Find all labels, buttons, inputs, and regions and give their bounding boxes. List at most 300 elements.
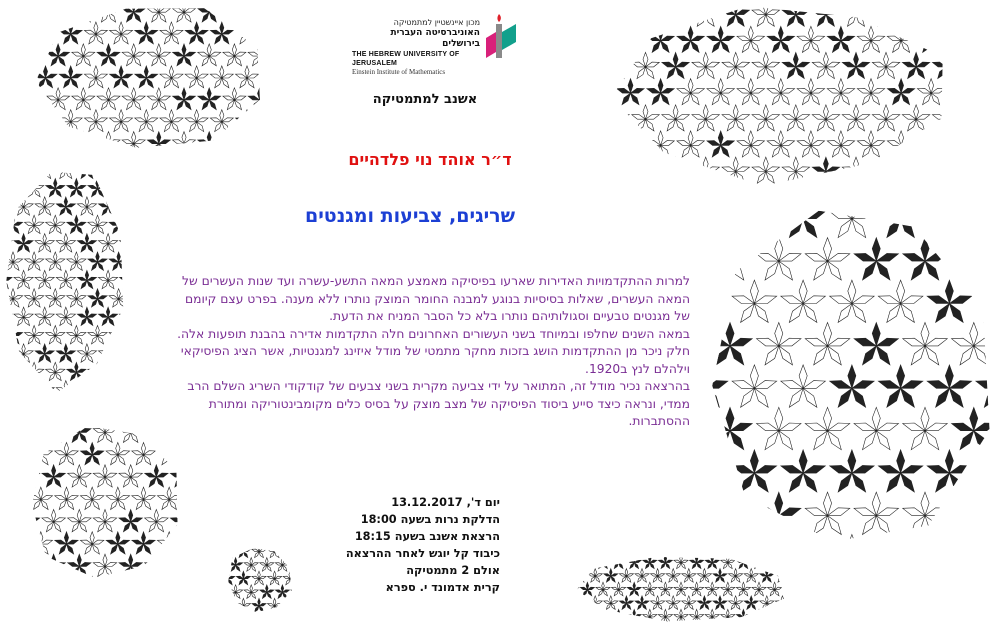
- tiling-rosette: [713, 596, 727, 610]
- tiling-rosette: [752, 609, 766, 622]
- tiling-rosette: [782, 52, 810, 78]
- tiling-rosette: [77, 307, 96, 325]
- tiling-rosette: [707, 131, 735, 157]
- tiling-rosette: [223, 132, 246, 154]
- tiling-rosette: [857, 79, 884, 105]
- tiling-rosette: [878, 365, 923, 407]
- tiling-rosette: [570, 555, 579, 569]
- tiling-rosette: [651, 596, 665, 610]
- tiling-rosette: [88, 179, 107, 197]
- tiling-rosette: [147, 132, 170, 154]
- tiling-rosette: [55, 443, 78, 465]
- tiling-rosette: [752, 0, 780, 26]
- tiling-rosette: [692, 0, 720, 26]
- tiling-rosette: [46, 326, 65, 344]
- tiling-rosette: [830, 280, 875, 322]
- tiling-rosette: [744, 569, 758, 583]
- tiling-rosette: [729, 596, 743, 610]
- tiling-rosette: [106, 487, 130, 509]
- tiling-rosette: [767, 79, 795, 105]
- tiling-rosette: [842, 0, 870, 26]
- tiling-rosette: [612, 582, 626, 596]
- tiling-rosette: [570, 569, 571, 583]
- tiling-rosette: [3, 215, 22, 233]
- tiling-rosette: [647, 131, 675, 157]
- tiling-rosette: [291, 585, 294, 599]
- tiling-rosette: [700, 238, 704, 280]
- tiling-rosette: [700, 492, 704, 534]
- tiling-rosette: [25, 289, 44, 307]
- tiling-rosette: [722, 105, 750, 131]
- tiling-rosette: [677, 26, 705, 52]
- tiling-rosette: [135, 110, 158, 132]
- tiling-rosette: [767, 131, 795, 157]
- tiling-rosette: [119, 420, 142, 442]
- tiling-rosette: [236, 22, 259, 44]
- tiling-rosette: [878, 450, 923, 492]
- tiling-rosette: [29, 532, 52, 554]
- tiling-rosette: [229, 585, 243, 599]
- tiling-rosette: [757, 323, 802, 365]
- tiling-rosette: [976, 450, 1000, 492]
- tiling-rosette: [260, 558, 274, 572]
- tiling-rosette: [72, 132, 95, 154]
- tiling-rosette: [0, 179, 2, 197]
- event-details: [330, 494, 500, 596]
- tiling-rosette: [147, 44, 170, 66]
- tiling-rosette: [244, 585, 258, 599]
- tiling-rosette: [976, 535, 1000, 561]
- tiling-rosette: [690, 555, 704, 569]
- tiling-rosette: [736, 582, 750, 596]
- tiling-rosette: [185, 110, 208, 132]
- tiling-rosette: [830, 450, 875, 492]
- penrose-tiling-decoration: [0, 160, 130, 392]
- tiling-rosette: [260, 612, 274, 616]
- tiling-rosette: [632, 52, 660, 78]
- tiling-rosette: [878, 535, 923, 561]
- tiling-rosette: [226, 571, 235, 585]
- tiling-rosette: [98, 307, 117, 325]
- penrose-tiling-decoration: [226, 544, 294, 616]
- tiling-rosette: [42, 465, 66, 487]
- tiling-rosette: [122, 0, 145, 22]
- tiling-rosette: [805, 323, 850, 365]
- logo-line-institute-he: מכון איינשטיין למתמטיקה: [393, 18, 480, 27]
- tiling-rosette: [46, 289, 65, 307]
- tiling-rosette: [692, 157, 720, 183]
- tiling-rosette: [77, 160, 96, 178]
- tiling-rosette: [737, 79, 765, 105]
- tiling-left-middle: [0, 160, 130, 392]
- tiling-rosette: [643, 555, 657, 569]
- tiling-rosette: [3, 179, 22, 197]
- tiling-rosette: [25, 577, 27, 583]
- tiling-rosette: [14, 270, 33, 288]
- tiling-rosette: [56, 344, 75, 362]
- tiling-rosette: [77, 234, 96, 252]
- tiling-rosette: [120, 307, 131, 325]
- tiling-rosette: [596, 582, 610, 596]
- tiling-rosette: [707, 79, 735, 105]
- tiling-rosette: [30, 132, 44, 154]
- tiling-rosette: [827, 79, 855, 105]
- department-title: אשנב למתמטיקה: [372, 92, 478, 107]
- tiling-rosette: [658, 555, 672, 569]
- tiling-rosette: [30, 44, 44, 66]
- tiling-rosette: [55, 532, 78, 554]
- tiling-rosette: [135, 66, 158, 88]
- tiling-rosette: [59, 66, 82, 88]
- tiling-rosette: [952, 407, 997, 449]
- tiling-rosette: [732, 450, 777, 492]
- tiling-rosette: [173, 132, 196, 154]
- tiling-rosette: [658, 609, 672, 622]
- tiling-rosette: [3, 326, 22, 344]
- tiling-rosette: [109, 326, 128, 344]
- refreshments-note: כיבוד קל יוגש לאחר ההרצאה: [345, 547, 500, 560]
- tiling-rosette: [797, 79, 825, 105]
- tiling-rosette: [283, 544, 294, 558]
- tiling-rosette: [805, 238, 850, 280]
- tiling-rosette: [25, 443, 27, 465]
- tiling-rosette: [732, 195, 777, 237]
- tiling-rosette: [903, 323, 948, 365]
- tiling-rosette: [145, 465, 169, 487]
- tiling-rosette: [268, 544, 282, 558]
- tiling-rosette: [120, 381, 131, 392]
- tiling-rosette: [830, 535, 875, 561]
- tiling-rosette: [84, 66, 107, 88]
- tiling-rosette: [827, 26, 855, 52]
- tiling-rosette: [119, 510, 142, 532]
- tiling-rosette: [56, 234, 75, 252]
- tiling-rosette: [732, 280, 777, 322]
- speaker-name: ד״ר אוהד נוי פלדהיים: [348, 150, 512, 169]
- tiling-rosette: [59, 110, 82, 132]
- tiling-rosette: [775, 569, 789, 583]
- tiling-rosette: [14, 381, 33, 392]
- tiling-rosette: [632, 157, 660, 183]
- tiling-rosette: [30, 22, 32, 44]
- tiling-rosette: [705, 609, 719, 622]
- tiling-rosette: [122, 44, 145, 66]
- tiling-rosette: [736, 555, 750, 569]
- tiling-rosette: [708, 492, 753, 534]
- tiling-rosette: [757, 492, 802, 534]
- tiling-rosette: [976, 280, 1000, 322]
- tiling-rosette: [109, 215, 128, 233]
- tiling-rosette: [666, 569, 680, 583]
- tiling-rosette: [827, 131, 855, 157]
- tiling-rosette: [35, 381, 54, 392]
- tiling-rosette: [170, 510, 183, 532]
- tiling-rosette: [46, 179, 65, 197]
- tiling-rosette: [80, 532, 104, 554]
- tiling-rosette: [612, 0, 629, 26]
- tiling-rosette: [632, 0, 660, 26]
- tiling-rosette: [570, 596, 571, 610]
- tiling-rosette: [67, 215, 86, 233]
- tiling-rosette: [619, 596, 633, 610]
- tiling-rosette: [857, 26, 884, 52]
- tiling-rosette: [705, 555, 719, 569]
- tiling-rosette: [34, 22, 57, 44]
- tiling-rosette: [677, 79, 705, 105]
- tiling-rosette: [927, 195, 972, 237]
- tiling-rosette: [173, 44, 196, 66]
- tiling-rosette: [612, 52, 629, 78]
- tiling-rosette: [98, 234, 117, 252]
- tiling-rosette: [248, 88, 270, 110]
- tiling-rosette: [830, 365, 875, 407]
- tiling-rosette: [226, 598, 235, 612]
- tiling-rosette: [619, 569, 633, 583]
- tiling-rosette: [781, 365, 826, 407]
- tiling-rosette: [145, 510, 169, 532]
- tiling-rosette: [722, 157, 750, 183]
- candle-lighting-time: הדלקת נרות בשעה 18:00: [360, 513, 500, 526]
- tiling-rosette: [261, 110, 270, 132]
- tiling-rosette: [674, 609, 688, 622]
- tiling-rosette: [917, 131, 945, 157]
- tiling-rosette: [236, 66, 259, 88]
- tiling-rosette: [682, 569, 696, 583]
- penrose-tiling-decoration: [30, 0, 270, 155]
- tiling-rosette: [210, 110, 233, 132]
- tiling-rosette: [29, 443, 52, 465]
- tiling-rosette: [632, 105, 660, 131]
- tiling-rosette: [30, 88, 44, 110]
- tiling-rosette: [596, 555, 610, 569]
- tiling-rosette: [145, 420, 169, 442]
- tiling-rosette: [68, 554, 92, 576]
- tiling-rosette: [109, 289, 128, 307]
- tiling-rosette: [226, 558, 227, 572]
- tiling-rosette: [25, 554, 40, 576]
- tiling-rosette: [25, 532, 27, 554]
- tiling-rosette: [700, 407, 704, 449]
- tiling-rosette: [812, 105, 840, 131]
- tiling-rosette: [700, 323, 704, 365]
- tiling-rosette: [109, 362, 128, 380]
- tiling-rosette: [0, 362, 2, 380]
- tiling-rosette: [25, 362, 44, 380]
- tiling-rosette: [132, 487, 155, 509]
- tiling-rosette: [872, 0, 900, 26]
- tiling-rosette: [651, 569, 665, 583]
- tiling-rosette: [662, 0, 690, 26]
- tiling-rosette: [588, 569, 602, 583]
- tiling-rosette: [692, 52, 720, 78]
- tiling-rosette: [782, 157, 810, 183]
- tiling-rosette: [275, 558, 289, 572]
- tiling-rosette: [98, 381, 117, 392]
- tiling-rosette: [0, 234, 12, 252]
- tiling-rosette: [782, 0, 810, 26]
- tiling-rosette: [830, 195, 875, 237]
- tiling-rosette: [147, 88, 170, 110]
- tiling-rosette: [84, 110, 107, 132]
- tiling-rosette: [77, 344, 96, 362]
- tiling-top-left: [30, 0, 270, 155]
- tiling-rosette: [0, 289, 2, 307]
- tiling-rosette: [135, 22, 158, 44]
- tiling-rosette: [268, 598, 282, 612]
- tiling-rosette: [157, 577, 181, 583]
- tiling-rosette: [120, 234, 131, 252]
- tiling-rosette: [854, 238, 899, 280]
- tiling-rosette: [887, 26, 915, 52]
- tiling-rosette: [635, 569, 649, 583]
- tiling-rosette: [98, 270, 117, 288]
- tiling-rosette: [46, 362, 65, 380]
- tiling-rosette: [226, 544, 235, 558]
- tiling-rosette: [210, 22, 233, 44]
- tiling-rosette: [132, 532, 155, 554]
- tiling-rosette: [812, 157, 840, 183]
- tiling-rosette: [252, 571, 266, 585]
- tiling-rosette: [106, 532, 130, 554]
- tiling-rosette: [927, 450, 972, 492]
- tiling-rosette: [573, 569, 587, 583]
- tiling-rosette: [160, 110, 183, 132]
- penrose-tiling-decoration: [700, 195, 1000, 560]
- tiling-rosette: [97, 44, 120, 66]
- tiling-rosette: [132, 443, 155, 465]
- tiling-rosette: [157, 487, 181, 509]
- tiling-rosette: [67, 362, 86, 380]
- tiling-rosette: [55, 577, 78, 583]
- venue-campus: קרית אדמונד י. ספרא: [385, 581, 500, 594]
- tiling-rosette: [902, 157, 930, 183]
- tiling-rosette: [842, 52, 870, 78]
- tiling-rosette: [682, 596, 696, 610]
- tiling-rosette: [729, 569, 743, 583]
- tiling-rosette: [627, 582, 641, 596]
- tiling-rosette: [25, 487, 27, 509]
- tiling-rosette: [658, 582, 672, 596]
- tiling-rosette: [14, 344, 33, 362]
- tiling-rosette: [0, 307, 12, 325]
- tiling-rosette: [902, 0, 930, 26]
- tiling-rosette: [617, 131, 644, 157]
- tiling-rosette: [223, 44, 246, 66]
- tiling-rosette: [223, 0, 246, 22]
- tiling-rosette: [775, 596, 789, 610]
- tiling-rosette: [947, 26, 957, 52]
- tiling-rosette: [643, 609, 657, 622]
- tiling-rosette: [275, 585, 289, 599]
- tiling-rosette: [68, 465, 92, 487]
- tiling-top-right: [612, 0, 957, 185]
- tiling-rosette: [248, 132, 270, 154]
- tiling-rosette: [947, 79, 957, 105]
- tiling-rosette: [248, 44, 270, 66]
- tiling-rosette: [842, 157, 870, 183]
- penrose-tiling-decoration: [612, 0, 957, 185]
- tiling-rosette: [570, 609, 579, 622]
- tiling-rosette: [42, 510, 66, 532]
- tiling-rosette: [722, 52, 750, 78]
- tiling-rosette: [84, 22, 107, 44]
- tiling-rosette: [25, 215, 44, 233]
- penrose-tiling-decoration: [25, 420, 183, 582]
- tiling-rosette: [767, 26, 795, 52]
- tiling-rosette: [752, 582, 766, 596]
- abstract-paragraph: בהרצאה נכיר מודל זה, המתואר על ידי צביעה מקרית בשני צבעים של קודקודי השריג השלם הרב ממדי, ונראה כיצד סייע ביסוד הפיסיקה של מצב מוצק על בסיס כלים מקומבינטוריקה ומתורת ההסתברות.: [187, 379, 690, 428]
- tiling-rosette: [662, 105, 690, 131]
- tiling-rosette: [782, 105, 810, 131]
- tiling-rosette: [157, 443, 181, 465]
- tiling-rosette: [226, 585, 227, 599]
- tiling-rosette: [248, 0, 270, 22]
- logo-line-university-en: THE HEBREW UNIVERSITY OF JERUSALEM: [352, 51, 460, 67]
- tiling-rosette: [612, 131, 614, 157]
- tiling-rosette: [700, 365, 728, 407]
- tiling-rosette: [93, 554, 117, 576]
- tiling-rosette: [612, 555, 626, 569]
- tiling-rosette: [14, 197, 33, 215]
- tiling-rosette: [872, 157, 900, 183]
- tiling-rosette: [98, 160, 117, 178]
- tiling-rosette: [760, 596, 774, 610]
- tiling-rosette: [854, 492, 899, 534]
- abstract-paragraph: למרות ההתקדמויות האדירות שארעו בפיסיקה מאמצע המאה התשע-עשרה ועד שנות העשרים של המאה העשרים, שאלות בסיסיות בנוגע למבנה החומר המוצק נותרו ללא מענה. בפרט עצם קיומם של מגנטים טבעיים וסגולותיהם נותרו בלא כל הסבר המניח את הדעת.: [182, 274, 690, 323]
- tiling-rosette: [580, 555, 594, 569]
- tiling-rosette: [198, 132, 221, 154]
- tiling-rosette: [627, 555, 641, 569]
- tiling-rosette: [902, 105, 930, 131]
- tiling-rosette: [947, 131, 957, 157]
- tiling-rosette: [612, 157, 629, 183]
- tiling-rosette: [932, 157, 957, 183]
- tiling-rosette: [854, 323, 899, 365]
- tiling-rosette: [666, 596, 680, 610]
- tiling-rosette: [122, 132, 145, 154]
- tiling-rosette: [236, 571, 250, 585]
- tiling-rosette: [55, 487, 78, 509]
- tiling-rosette: [708, 323, 753, 365]
- tiling-rosette: [119, 554, 142, 576]
- tiling-rosette: [757, 407, 802, 449]
- tiling-rosette: [268, 571, 282, 585]
- tiling-rosette: [917, 79, 945, 105]
- tiling-rosette: [77, 381, 96, 392]
- tiling-rosette: [173, 88, 196, 110]
- tiling-small-bottom: [226, 544, 294, 616]
- tiling-rosette: [35, 197, 54, 215]
- tiling-rosette: [93, 465, 117, 487]
- tiling-rosette: [927, 280, 972, 322]
- tiling-rosette: [132, 577, 155, 583]
- tiling-rosette: [35, 270, 54, 288]
- tiling-rosette: [14, 234, 33, 252]
- tiling-rosette: [80, 487, 104, 509]
- tiling-rosette: [662, 52, 690, 78]
- tiling-rosette: [690, 582, 704, 596]
- tiling-rosette: [0, 270, 12, 288]
- tiling-rosette: [0, 344, 12, 362]
- tiling-rosette: [700, 450, 728, 492]
- tiling-rosette: [927, 535, 972, 561]
- tiling-rosette: [903, 407, 948, 449]
- tiling-rosette: [805, 492, 850, 534]
- tiling-rosette: [170, 465, 183, 487]
- tiling-rosette: [236, 598, 250, 612]
- tiling-rosette: [88, 362, 107, 380]
- tiling-rosette: [160, 66, 183, 88]
